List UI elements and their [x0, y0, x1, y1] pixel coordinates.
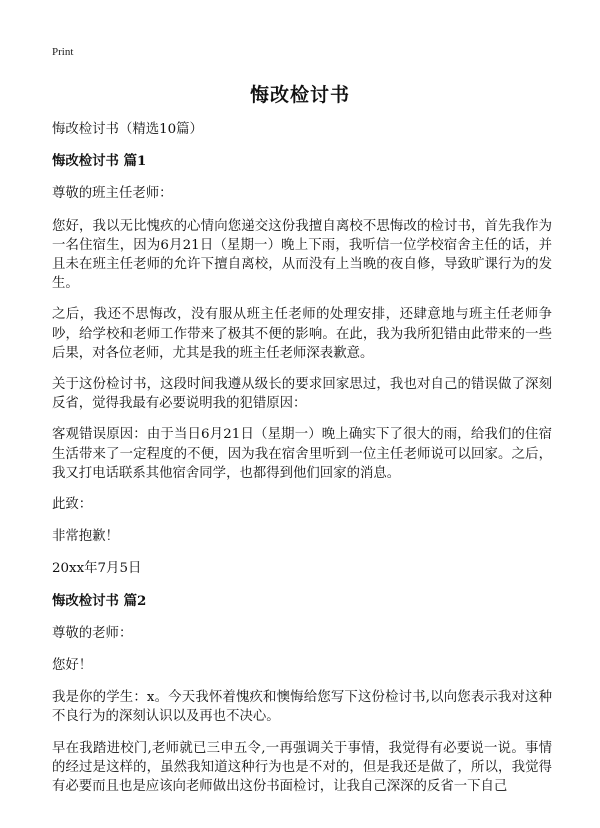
paragraph: 我是你的学生：x。今天我怀着愧疚和懊悔给您写下这份检讨书,以向您表示我对这种不良行为的深刻认识以及再也不决心。 [52, 690, 552, 725]
section-heading-1: 悔改检讨书 篇1 [52, 153, 147, 170]
paragraph: 之后，我还不思悔改，没有服从班主任老师的处理安排，还肆意地与班主任老师争吵，给学校和老师工作带来了极其不便的影响。在此，我为我所犯错由此带来的一些后果，对各位老师，尤其是我的班主任老师深表歉意。 [52, 307, 552, 361]
section-heading-2: 悔改检讨书 篇2 [52, 592, 147, 609]
date: 20xx年7月5日 [52, 561, 142, 577]
document-body [52, 120, 552, 808]
greeting-1: 尊敬的班主任老师： [52, 186, 173, 202]
document-subtitle: 悔改检讨书（精选10篇） [52, 122, 203, 137]
greeting-2: 尊敬的老师： [52, 625, 133, 641]
print-label: Print [52, 46, 74, 58]
paragraph: 关于这份检讨书，这段时间我遵从级长的要求回家思过，我也对自己的错误做了深刻反省，觉得我最有必要说明我的犯错原因： [52, 377, 552, 412]
hello: 您好！ [52, 658, 93, 674]
paragraph: 您好，我以无比愧疚的心情向您递交这份我擅自离校不思悔改的检讨书，首先我作为一名住宿生，因为6月21日（星期一）晚上下雨，我听信一位学校宿舍主任的话，并且未在班主任老师的允许下擅自离校，从而没有上当晚的夜自修，导致旷课行为的发生。 [52, 218, 552, 292]
closing: 此致： [52, 497, 93, 513]
paragraph: 客观错误原因：由于当日6月21日（星期一）晚上确实下了很大的雨，给我们的住宿生活带来了一定程度的不便，因为我在宿舍里听到一位主任老师说可以回家。之后，我又打电话联系其他宿舍同学，也都得到他们回家的消息。 [52, 427, 552, 481]
paragraph: 早在我踏进校门,老师就已三申五令,一再强调关于事情，我觉得有必要说一说。事情的经过是这样的，虽然我知道这种行为也是不对的，但是我还是做了，所以，我觉得有必要而且也是应该向老师做出这份书面检讨，让我自己深深的反省一下自己 [52, 740, 552, 795]
apology: 非常抱歉！ [52, 529, 119, 545]
document-title: 悔改检讨书 [249, 84, 350, 106]
